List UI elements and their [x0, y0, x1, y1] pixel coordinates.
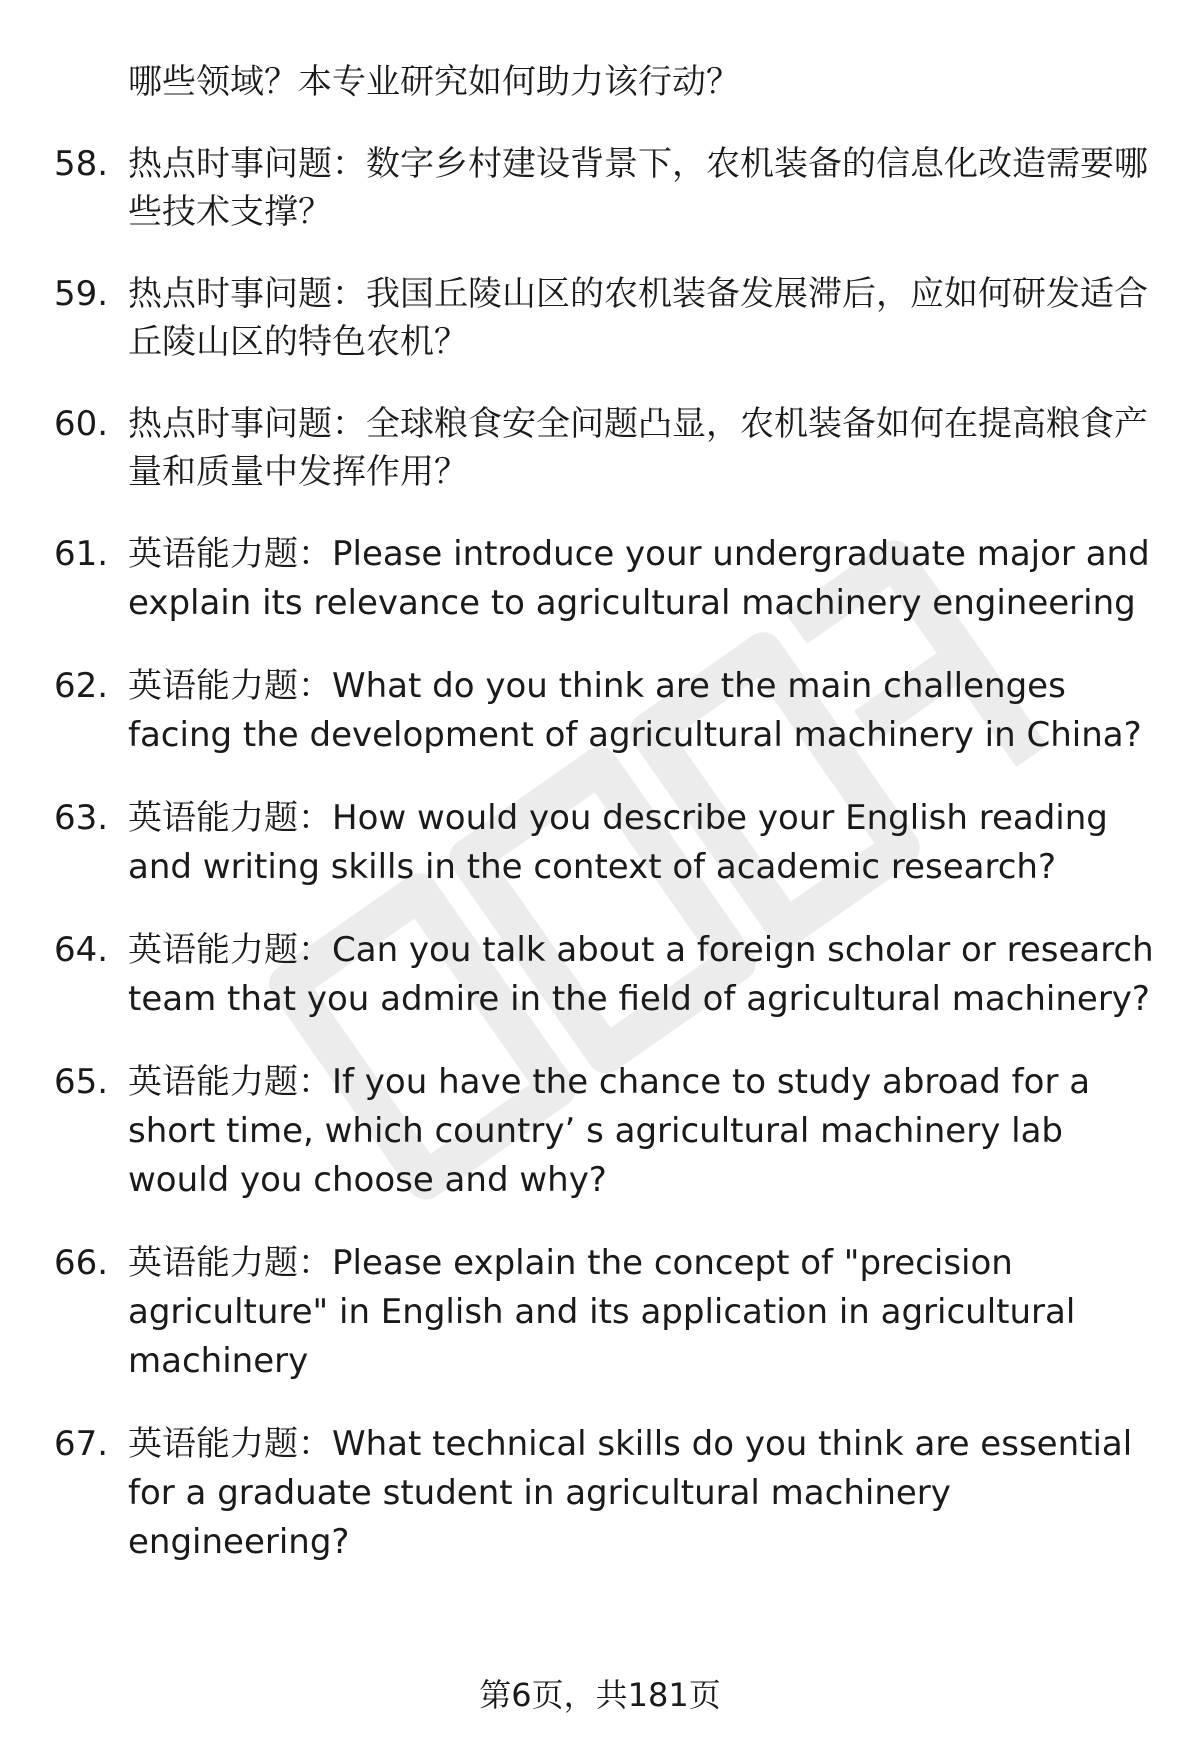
list-item [0, 662, 1200, 760]
question-text: 热点时事问题：数字乡村建设背景下，农机装备的信息化改造需要哪些技术支撑？ [128, 144, 1148, 232]
question-text: 英语能力题：Please introduce your undergraduate major and explain its relevance to agricultural machinery engineering [128, 534, 1150, 623]
question-number: 60. [54, 404, 109, 444]
list-item [0, 530, 1200, 628]
question-number: 66. [54, 1243, 109, 1283]
question-number: 64. [54, 930, 109, 970]
question-text: 英语能力题：What technical skills do you think are essential for a graduate student in agricultural machinery engineering? [128, 1424, 1133, 1562]
page-number-footer: 第6页，共181页 [479, 1676, 721, 1714]
question-list [0, 140, 1200, 1601]
question-text: 英语能力题：How would you describe your English reading and writing skills in the context of academic research? [128, 798, 1108, 887]
list-item [0, 1420, 1200, 1567]
question-number: 65. [54, 1062, 109, 1102]
list-item [0, 1058, 1200, 1205]
question-text: 热点时事问题：全球粮食安全问题凸显，农机装备如何在提高粮食产量和质量中发挥作用？ [128, 404, 1148, 492]
question-number: 58. [54, 144, 109, 184]
list-item [0, 140, 1200, 236]
list-item [0, 794, 1200, 892]
question-number: 59. [54, 274, 109, 314]
question-text: 英语能力题：If you have the chance to study abroad for a short time, which country’ s agricultural machinery lab would you choose and why? [128, 1062, 1091, 1200]
question-number: 61. [54, 534, 109, 574]
continued-question-text: 哪些领域？本专业研究如何助力该行动？ [128, 62, 740, 102]
question-text: 英语能力题：Please explain the concept of "precision agriculture" in English and its application in agricultural machinery [128, 1243, 1076, 1381]
question-number: 62. [54, 666, 109, 706]
list-item [0, 1239, 1200, 1386]
list-item [0, 270, 1200, 366]
question-text: 英语能力题：Can you talk about a foreign scholar or research team that you admire in the field of agricultural machinery? [128, 930, 1154, 1019]
list-item [0, 400, 1200, 496]
question-number: 67. [54, 1424, 109, 1464]
question-text: 英语能力题：What do you think are the main challenges facing the development of agricultural machinery in China? [128, 666, 1142, 755]
question-number: 63. [54, 798, 109, 838]
list-item [0, 926, 1200, 1024]
question-text: 热点时事问题：我国丘陵山区的农机装备发展滞后，应如何研发适合丘陵山区的特色农机？ [128, 274, 1148, 362]
